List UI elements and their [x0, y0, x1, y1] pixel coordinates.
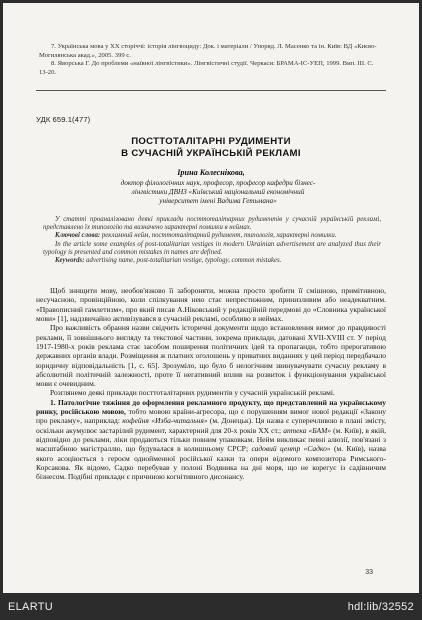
viewer-footer — [0, 596, 422, 620]
keywords-uk: Ключові слова: рекламний нейм, посттоталітарний рудимент, типологія, характерні помилки. — [55, 232, 337, 240]
author-affiliation: доктор філологічних наук, професор, професор кафедри бізнес-лінгвістики ДВНЗ «Київський національний економічний університет імені Вадима Гетьмана» — [120, 179, 316, 205]
handle-label: hdl:lib/32552 — [347, 601, 414, 613]
separator-rule — [36, 90, 386, 91]
reference-item: 8. Яворська Г. До проблеми «наївної лінгвістики». Лінгвістичні студії. Черкаси: БРАМА-ІС-УЕП, 1999. Вип. III. С. 13-20. — [39, 60, 374, 76]
keywords-en: Keywords: advertising name, post-totalitarian vestige, typology, common mistakes. — [55, 257, 282, 265]
abstract-en: In the article some examples of post-totalitarian vestiges in modern Ukrainian advertisement are analyzed thus their typology is presented and common mistakes in names are defined. — [43, 240, 381, 256]
example-name: кофейня «Изба-читальня» — [122, 416, 208, 426]
document-page — [3, 3, 419, 593]
udk-code: УДК 659.1(477) — [36, 115, 91, 124]
example-name: садовий центр «Садко» — [251, 444, 331, 454]
title-line-1: ПОСТТОТАЛІТАРНІ РУДИМЕНТИ — [131, 136, 291, 147]
abstract-uk: У статті проаналізовано деякі приклади посттоталітарних рудиментів у сучасній українській рекламі, представлено їх типологію та визначено характерні помилки в неймах. — [43, 216, 381, 232]
repository-label: ELARTU — [8, 601, 53, 613]
article-body — [36, 286, 386, 482]
title-line-2: В СУЧАСНІЙ УКРАЇНСЬКІЙ РЕКЛАМІ — [121, 147, 301, 159]
abstract — [43, 216, 381, 265]
body-paragraph: 1. Патологічне тяжіння до оформлення рекламного продукту, що представлений на українському ринку, російською мовою, тобто мовою країни-агресора, що є порушенням вимог нової редакції «Закону про рекламу», наприклад: кофейня «Изба-читальня» (м. Донецьк). Ця назва є суперечливою в плані змісту, оскільки акумулює застарілий рудимент, характерний для 20-х років XX ст.; аптека «БАМ» (м. Київ), в якій, відповідно до реклами, ліки продаються тільки повним упаковкам. Нейм викликає певні алюзії, пов'язані з масштабною магістраллю, що будувалася в колишньому СРСР; садовий центр «Садко» (м. Київ), назва якого асоціюється з героєм однойменної російської казки та опери відомого композитора Римського-Корсакова. Як відомо, Садко перебував у полоні Водяника на дні моря, що не корегує із садівничим бізнесом. Подібні приклади є причиною когнітивного дисонансу. — [36, 397, 387, 482]
body-paragraph: Розглянемо деякі приклади посттоталітарних рудиментів у сучасній українській рекламі. — [50, 388, 335, 398]
keywords-label: Ключові слова: — [55, 232, 101, 240]
body-paragraph: Про важливість обрання назви свідчить історичні документи щодо встановлення вимог до правдивості реклами, її зовнішнього вигляду та текстової частини, зокрема приклади, датовані XVII-XVIII ст. У період 1917-1980-х років реклама стає засобом поширення політичних ідей та пропаганди, тобто прерогативою державних органів влади. Розміщення ж платних оголошень у приватних виданнях у цей період передбачало юридичну відповідальність [1, с. 65]. Зрозуміло, що було б нелогічним звинувачувати сучасну рекламу в абсолютній політичній залежності, проте її негативний вплив на розвиток і функціонування української мови є очевидним. — [36, 323, 386, 389]
references-list — [39, 43, 379, 77]
keywords-label: Keywords: — [55, 257, 85, 265]
section-heading: 1. Патологічне тяжіння до оформлення рекламного продукту, що представлений на українському ринку, російською мовою, — [36, 397, 386, 417]
example-name: аптека «БАМ» — [283, 425, 332, 435]
page-number: 33 — [365, 569, 373, 576]
body-paragraph: Щоб знищити мову, необов'язково її забороняти, можна просто зробити її смішною, примітивною, несучасною, провінційною, коли спілкування нею стає непрестижним, принизливим або неадекватним. «Правописний гамлетизм», про який писав А.Ніковський у редакційній передмові до «Словника української мови» [1], надзвичайно активізувався в сучасній рекламі, особливо в неймах. — [36, 286, 386, 323]
reference-item: 7. Українська мова у XX сторіччі: історія лінгвоциду: Док. і матеріали / Упоряд. Л. Масенко та ін. Київ: ВД «Києво-Могилянська акад.», 2005. 399 с. — [39, 43, 377, 59]
article-title — [36, 136, 386, 159]
author-name: Ірина Колеснікова, — [177, 168, 245, 177]
